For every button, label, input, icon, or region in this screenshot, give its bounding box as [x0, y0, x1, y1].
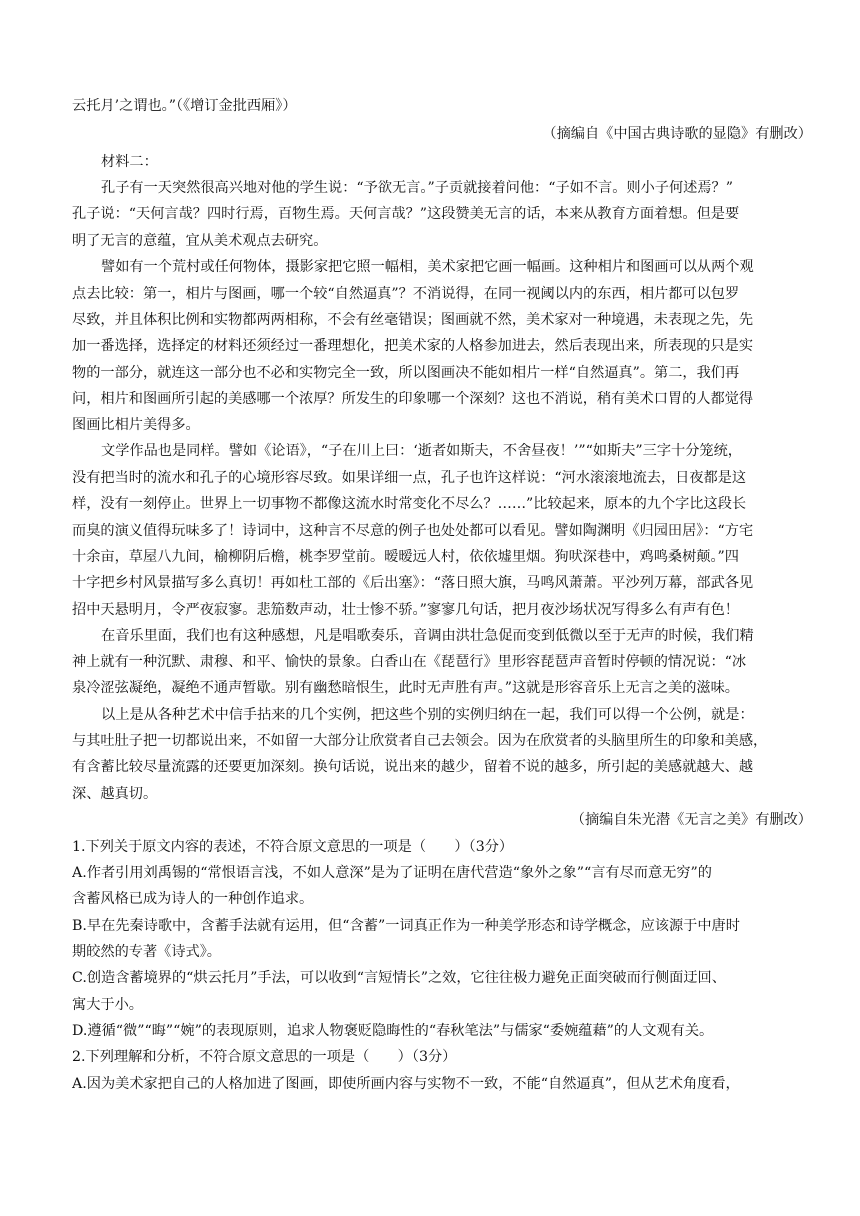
- source-citation-1: （摘编自《中国古典诗歌的显隐》有删改）: [542, 126, 812, 142]
- question-1-option-c: C.创造含蓄境界的“烘云托月”手法，可以收到“言短情长”之效，它往往极力避免正面突破而行侧面迂回、: [72, 970, 726, 986]
- para5-line: 以上是从各种艺术中信手拈来的几个实例，把这些个别的实例归纳在一起，我们可以得一个公例，就是：: [101, 707, 754, 723]
- para3-line: 招中天悬明月，令严夜寂寥。悲笳数声动，壮士惨不骄。”寥寥几句话，把月夜沙场状况写得多么有声有色！: [72, 602, 739, 618]
- para4-line: 泉冷涩弦凝绝，凝绝不通声暂歇。别有幽愁暗恨生，此时无声胜有声。”这就是形容音乐上无言之美的滋味。: [72, 680, 739, 696]
- para1-line: 孔子说：“天何言哉？四时行焉，百物生焉。天何言哉？”这段赞美无言的话，本来从教育方面着想。但是要: [72, 206, 740, 222]
- question-1-option-a-cont: 含蓄风格已成为诗人的一种创作追求。: [72, 891, 314, 907]
- para3-line: 没有把当时的流水和孔子的心境形容尽致。如果详细一点，孔子也许这样说：“河水滚滚地流去，日夜都是这: [72, 470, 747, 486]
- material-2-heading: 材料二：: [101, 154, 158, 170]
- para2-line: 尽致，并且体积比例和实物都两两相称，不会有丝毫错误；图画就不然，美术家对一种境遇，未表现之先，先: [72, 312, 754, 328]
- para2-line: 问，相片和图画所引起的美感哪一个浓厚？所发生的印象哪一个深刻？这也不消说，稍有美术口胃的人都觉得: [72, 391, 754, 407]
- para2-line: 点去比较：第一，相片与图画，哪一个较“自然逼真”？不消说得，在同一视阈以内的东西，相片都可以包罗: [72, 286, 740, 302]
- para3-line: 文学作品也是同样。譬如《论语》，“子在川上曰：‘逝者如斯夫，不舍昼夜！’”“如斯夫”三字十分笼统，: [101, 443, 742, 459]
- top-quote: 云托月’之谓也。”（《增订金批西厢》）: [72, 98, 297, 114]
- para2-line: 譬如有一个荒村或任何物体，摄影家把它照一幅相，美术家把它画一幅画。这种相片和图画可以从两个观: [101, 259, 754, 275]
- para3-line: 十字把乡村风景描写多么真切！再如杜工部的《后出塞》：“落日照大旗，马鸣风萧萧。平沙列万幕，部武各见: [72, 575, 754, 591]
- para3-line: 样，没有一刻停止。世界上一切事物不都像这流水时常变化不尽么？……”比较起来，原本的九个字比这段长: [72, 496, 747, 512]
- question-1-option-d: D.遵循“微”“晦”“婉”的表现原则，追求人物褒贬隐晦性的“春秋笔法”与儒家“委婉蕴藉”的人文观有关。: [72, 1023, 714, 1039]
- para4-line: 在音乐里面，我们也有这种感想，凡是唱歌奏乐，音调由洪壮急促而变到低微以至于无声的时候，我们精: [101, 628, 754, 644]
- question-2-option-a: A.因为美术家把自己的人格加进了图画，即使所画内容与实物不一致，不能“自然逼真”，但从艺术角度看，: [72, 1076, 740, 1092]
- question-1-option-b-cont: 期皎然的专著《诗式》。: [72, 944, 221, 960]
- question-2-stem: 2.下列理解和分析，不符合原文意思的一项是（ ）（3分）: [72, 1049, 457, 1065]
- para1-line: 孔子有一天突然很高兴地对他的学生说：“予欲无言。”子贡就接着问他：“子如不言。则小子何述焉？”: [101, 180, 733, 196]
- source-citation-2: （摘编自朱光潜《无言之美》有删改）: [570, 812, 812, 828]
- para1-line: 明了无言的意蕴，宜从美术观点去研究。: [72, 233, 328, 249]
- para2-line: 物的一部分，就连这一部分也不必和实物完全一致，所以图画决不能如相片一样“自然逼真”。第二，我们再: [72, 365, 740, 381]
- para4-line: 神上就有一种沉默、肃穆、和平、愉快的景象。白香山在《琵琶行》里形容琵琶声音暂时停顿的情况说：“冰: [72, 654, 747, 670]
- para5-line: 与其吐肚子把一切都说出来，不如留一大部分让欣赏者自己去领会。因为在欣赏者的头脑里所生的印象和美感，: [72, 733, 768, 749]
- para5-line: 有含蓄比较尽量流露的还要更加深刻。换句话说，说出来的越少，留着不说的越多，所引起的美感就越大、越: [72, 759, 754, 775]
- para5-line: 深、越真切。: [72, 786, 158, 802]
- para2-line: 加一番选择，选择定的材料还须经过一番理想化，把美术家的人格参加进去，然后表现出来，所表现的只是实: [72, 338, 754, 354]
- para2-line: 图画比相片美得多。: [72, 417, 200, 433]
- question-1-stem: 1.下列关于原文内容的表述，不符合原文意思的一项是（ ）（3分）: [72, 839, 514, 855]
- question-1-option-b: B.早在先秦诗歌中，含蓄手法就有运用，但“含蓄”一词真正作为一种美学形态和诗学概念，应该源于中唐时: [72, 918, 740, 934]
- question-1-option-a: A.作者引用刘禹锡的“常恨语言浅，不如人意深”是为了证明在唐代营造“象外之象”“言有尽而意无穷”的: [72, 865, 712, 881]
- para3-line: 而臭的演义值得玩味多了！诗词中，这种言不尽意的例子也处处都可以看见。譬如陶渊明《归园田居》：“方宅: [72, 523, 754, 539]
- para3-line: 十余亩，草屋八九间，榆柳阴后檐，桃李罗堂前。暧暧远人村，依依墟里烟。狗吠深巷中，鸡鸣桑树颠。”四: [72, 549, 739, 565]
- question-1-option-c-cont: 寓大于小。: [72, 997, 143, 1013]
